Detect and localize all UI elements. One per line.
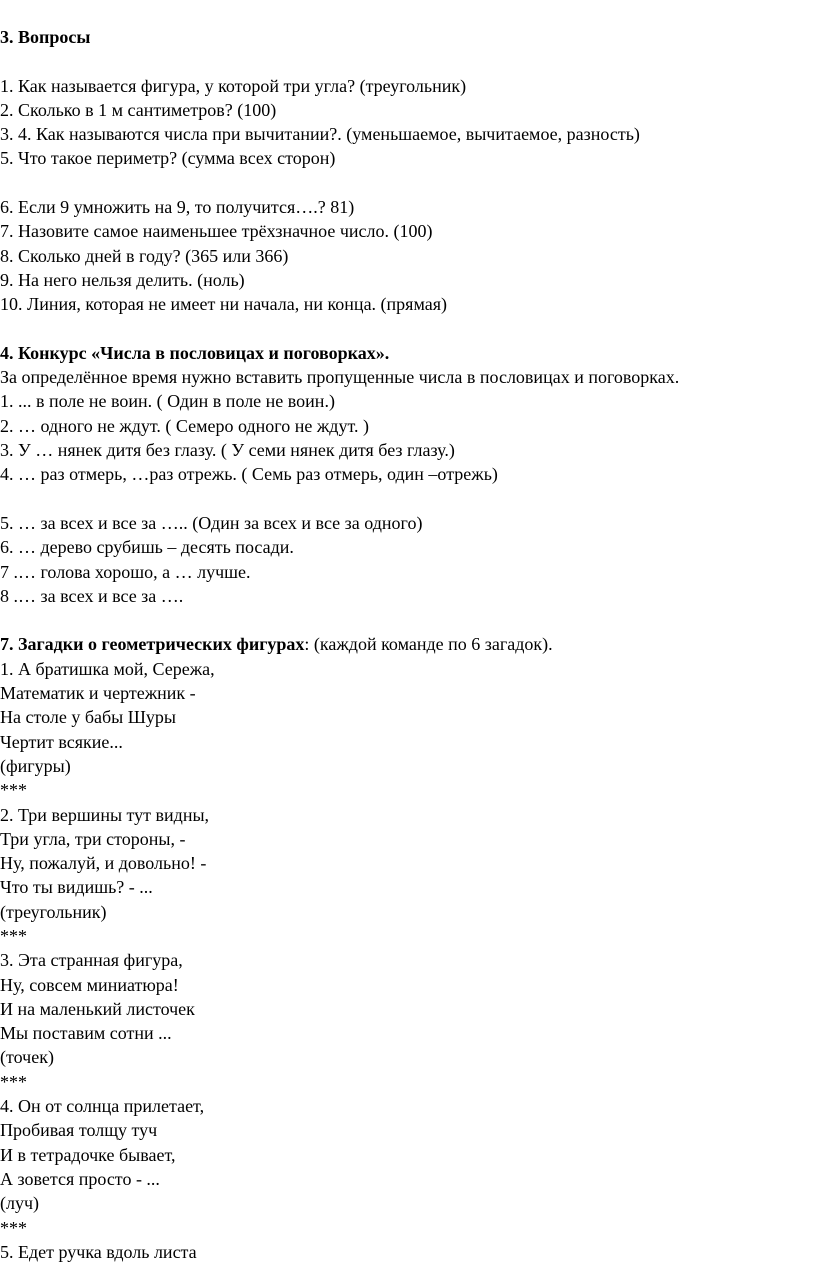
proverb-line: 6. … дерево срубишь – десять посади. bbox=[0, 537, 294, 558]
section-7-heading-title: 7. Загадки о геометрических фигурах bbox=[0, 634, 305, 655]
question-line: 8. Сколько дней в году? (365 или 366) bbox=[0, 245, 289, 266]
proverb-line: 2. … одного не ждут. ( Семеро одного не ждут. ) bbox=[0, 415, 369, 436]
question-line: 2. Сколько в 1 м сантиметров? (100) bbox=[0, 99, 277, 120]
riddle-line: Что ты видишь? - ... bbox=[0, 877, 153, 898]
blank-line bbox=[0, 487, 812, 511]
question-line: 3. 4. Как называются числа при вычитании?. (уменьшаемое, вычитаемое, разность) bbox=[0, 124, 640, 145]
riddle-line: 5. Едет ручка вдоль листа bbox=[0, 1241, 197, 1262]
riddle-answer: (треугольник) bbox=[0, 901, 107, 922]
riddle bbox=[0, 803, 812, 949]
section-4-heading: 4. Конкурс «Числа в пословицах и поговорках». bbox=[0, 342, 390, 363]
proverb-line: 7 .… голова хорошо, а … лучше. bbox=[0, 561, 251, 582]
question-line: 6. Если 9 умножить на 9, то получится….? 81) bbox=[0, 197, 355, 218]
question-line: 1. Как называется фигура, у которой три угла? (треугольник) bbox=[0, 75, 467, 96]
riddle bbox=[0, 657, 812, 803]
blank-line bbox=[0, 171, 812, 195]
riddle bbox=[0, 1094, 812, 1240]
proverb-line: 8 .… за всех и все за …. bbox=[0, 585, 184, 606]
riddle-line: Мы поставим сотни ... bbox=[0, 1023, 172, 1044]
riddle-line: Ну, пожалуй, и довольно! - bbox=[0, 853, 207, 874]
riddle-separator: *** bbox=[0, 780, 27, 801]
riddle-line: И в тетрадочке бывает, bbox=[0, 1144, 176, 1165]
riddle-line: И на маленький листочек bbox=[0, 998, 195, 1019]
blank-line bbox=[0, 608, 812, 632]
riddle-line: 2. Три вершины тут видны, bbox=[0, 804, 210, 825]
riddle-line: 4. Он от солнца прилетает, bbox=[0, 1096, 205, 1117]
blank-line bbox=[0, 317, 812, 341]
question-line: 7. Назовите самое наименьшее трёхзначное число. (100) bbox=[0, 221, 433, 242]
riddle bbox=[0, 948, 812, 1094]
section-7-heading bbox=[0, 632, 812, 656]
riddle-line: Математик и чертежник - bbox=[0, 683, 196, 704]
riddle-separator: *** bbox=[0, 925, 27, 946]
riddle-line: На столе у бабы Шуры bbox=[0, 707, 176, 728]
riddle-answer: (луч) bbox=[0, 1193, 40, 1214]
riddle-separator: *** bbox=[0, 1217, 27, 1238]
question-line: 10. Линия, которая не имеет ни начала, ни конца. (прямая) bbox=[0, 294, 447, 315]
riddle-line: А зовется просто - ... bbox=[0, 1168, 160, 1189]
riddle-line: Три угла, три стороны, - bbox=[0, 828, 186, 849]
section-3-heading: 3. Вопросы bbox=[0, 27, 91, 47]
proverb-line: 5. … за всех и все за ….. (Один за всех и все за одного) bbox=[0, 512, 423, 533]
riddle-line: Пробивая толщу туч bbox=[0, 1120, 158, 1141]
riddle-line: Чертит всякие... bbox=[0, 731, 123, 752]
riddle-separator: *** bbox=[0, 1071, 27, 1092]
riddle-answer: (фигуры) bbox=[0, 755, 71, 776]
proverb-line: 3. У … нянек дитя без глазу. ( У семи нянек дитя без глазу.) bbox=[0, 440, 455, 461]
riddle-line: 3. Эта странная фигура, bbox=[0, 950, 183, 971]
section-4-intro: За определённое время нужно вставить пропущенные числа в пословицах и поговорках. bbox=[0, 367, 680, 388]
question-line: 5. Что такое периметр? (сумма всех сторон) bbox=[0, 148, 336, 169]
riddle-line: Ну, совсем миниатюра! bbox=[0, 974, 179, 995]
riddle-answer: (точек) bbox=[0, 1047, 54, 1068]
riddle-line: 1. А братишка мой, Сережа, bbox=[0, 658, 215, 679]
blank-line bbox=[0, 49, 812, 73]
section-7-heading-note: : (каждой команде по 6 загадок). bbox=[304, 634, 553, 655]
proverb-line: 1. ... в поле не воин. ( Один в поле не воин.) bbox=[0, 391, 335, 412]
question-line: 9. На него нельзя делить. (ноль) bbox=[0, 269, 245, 290]
document-page bbox=[0, 25, 812, 1264]
proverb-line: 4. … раз отмерь, …раз отрежь. ( Семь раз отмерь, один –отрежь) bbox=[0, 464, 498, 485]
